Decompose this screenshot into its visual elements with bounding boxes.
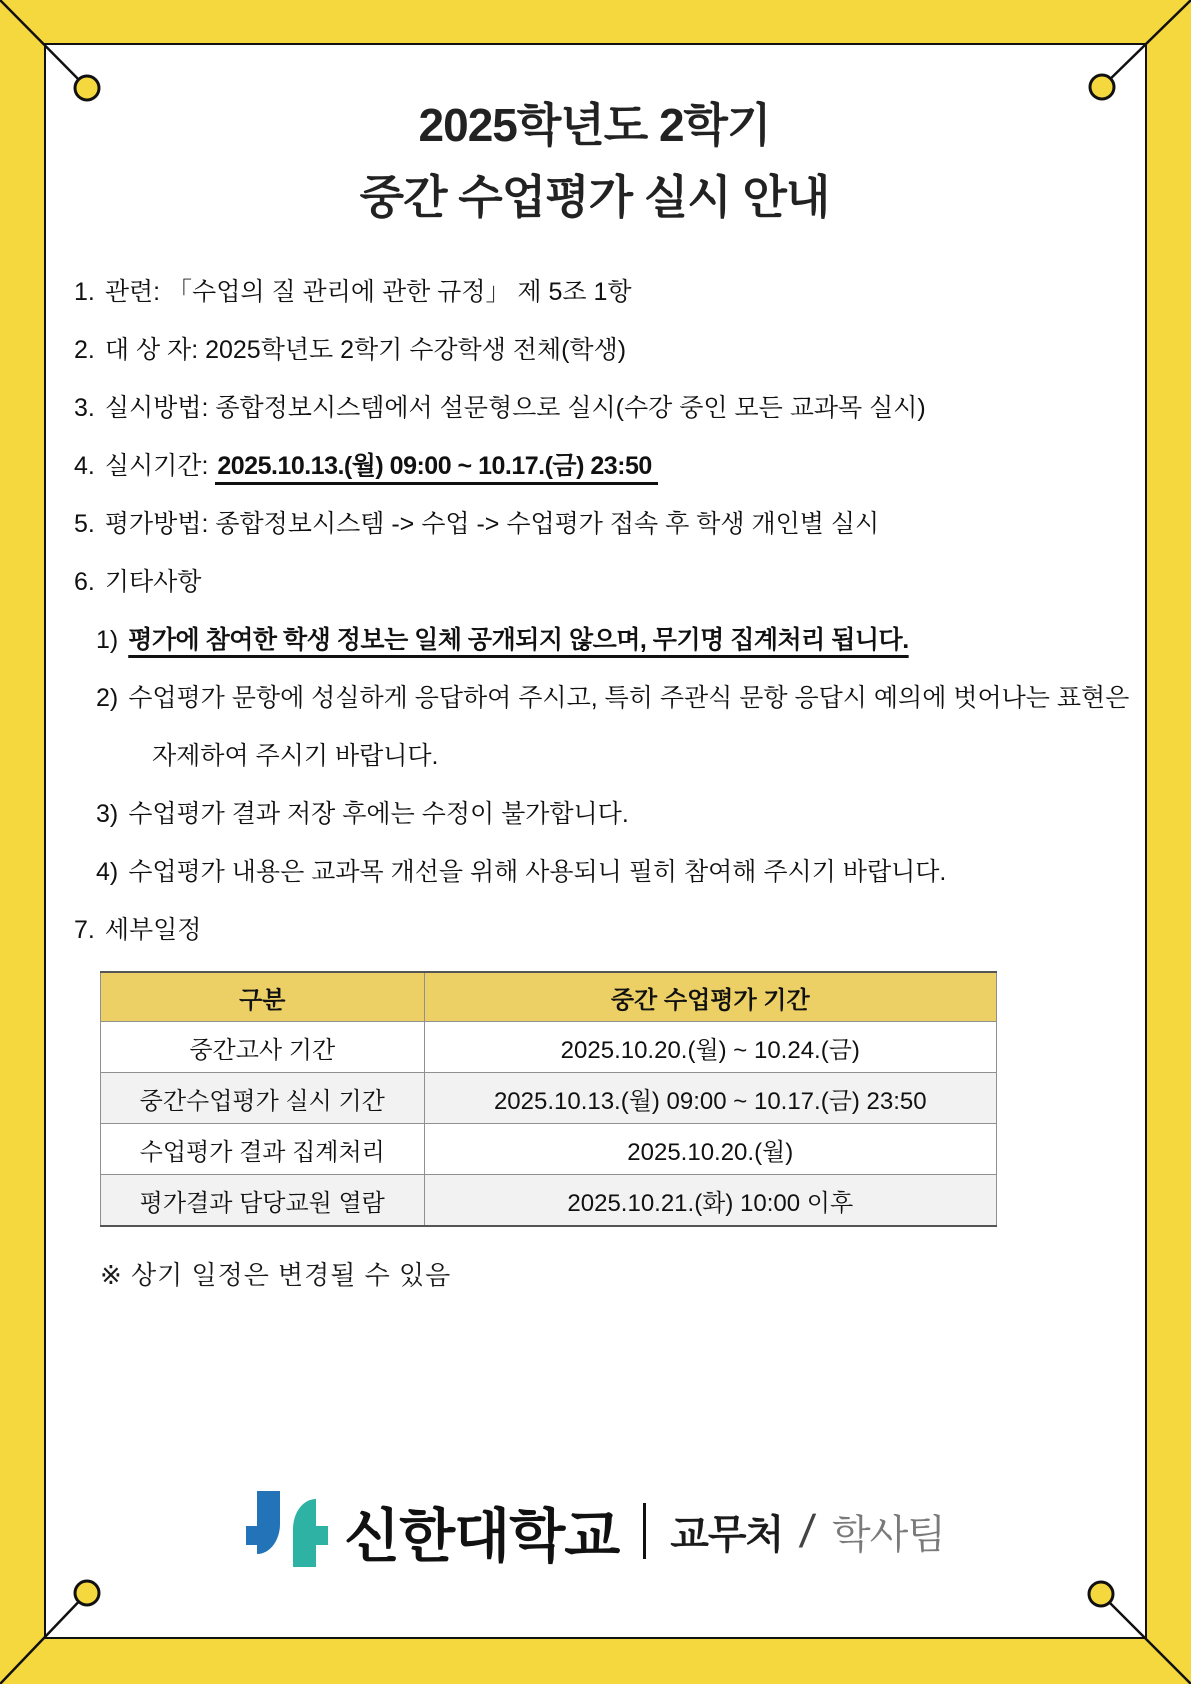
list-item-1 xyxy=(74,275,1115,309)
poster-page xyxy=(44,43,1147,1639)
schedule-table xyxy=(100,971,997,1227)
item-text: 평가방법: 종합정보시스템 -> 수업 -> 수업평가 접속 후 학생 개인별 실시 xyxy=(104,510,880,538)
item-number: 4) xyxy=(96,858,119,886)
table-row xyxy=(101,1073,997,1124)
item-text: 수업평가 문항에 성실하게 응답하여 주시고, 특히 주관식 문항 응답시 예의에 벗어나는 표현은 xyxy=(128,684,1130,712)
table-cell-category: 수업평가 결과 집계처리 xyxy=(101,1124,425,1175)
sub-item-4 xyxy=(96,855,1115,889)
item-number: 7. xyxy=(74,916,95,944)
item-number: 3) xyxy=(96,800,119,828)
table-cell-value: 2025.10.13.(월) 09:00 ~ 10.17.(금) 23:50 xyxy=(424,1073,996,1124)
item-number: 4. xyxy=(74,452,95,480)
item-text: 관련: 「수업의 질 관리에 관한 규정」 제 5조 1항 xyxy=(104,278,632,306)
item-text: 수업평가 내용은 교과목 개선을 위해 사용되니 필히 참여해 주시기 바랍니다. xyxy=(128,858,947,886)
sub-item-2 xyxy=(96,681,1130,773)
title-line-2: 중간 수업평가 실시 안내 xyxy=(359,171,830,223)
slash-separator: / xyxy=(797,1505,818,1557)
item-text: 수업평가 결과 저장 후에는 수정이 불가합니다. xyxy=(128,800,629,828)
table-row xyxy=(101,1022,997,1073)
table-row xyxy=(101,1124,997,1175)
item-text: 실시방법: 종합정보시스템에서 설문형으로 실시(수강 중인 모든 교과목 실시) xyxy=(104,394,926,422)
table-cell-category: 중간수업평가 실시 기간 xyxy=(101,1073,425,1124)
list-item-7 xyxy=(74,913,1115,947)
department-name: 교무처 xyxy=(670,1512,784,1557)
table-cell-value: 2025.10.20.(월) ~ 10.24.(금) xyxy=(424,1022,996,1073)
evaluation-period-value: 2025.10.13.(월) 09:00 ~ 10.17.(금) 23:50 xyxy=(215,452,657,485)
item-number: 2. xyxy=(74,336,95,364)
list-item-4 xyxy=(74,449,1115,483)
table-header-period: 중간 수업평가 기간 xyxy=(424,972,996,1022)
page-title xyxy=(74,89,1115,233)
table-cell-category: 평가결과 담당교원 열람 xyxy=(101,1175,425,1227)
table-row xyxy=(101,1175,997,1227)
item-text xyxy=(105,452,658,485)
item-text: 대 상 자: 2025학년도 2학기 수강학생 전체(학생) xyxy=(104,336,627,364)
logo-teal-crossbar xyxy=(316,1526,328,1545)
team-name: 학사팀 xyxy=(831,1512,945,1557)
item-text-continuation: 자제하여 주시기 바랍니다. xyxy=(152,742,439,770)
footer xyxy=(46,1489,1145,1573)
sub-item-1 xyxy=(96,623,1115,657)
university-logo-icon xyxy=(246,1491,328,1571)
list-item-5 xyxy=(74,507,1115,541)
item-text: 세부일정 xyxy=(104,916,202,944)
item-number: 5. xyxy=(74,510,95,538)
item-number: 1. xyxy=(74,278,95,306)
item-number: 6. xyxy=(74,568,95,596)
table-cell-value: 2025.10.20.(월) xyxy=(424,1124,996,1175)
schedule-change-note: ※ 상기 일정은 변경될 수 있음 xyxy=(100,1260,452,1290)
table-header-category: 구분 xyxy=(101,972,425,1022)
item-number: 2) xyxy=(96,684,119,712)
list-item-6 xyxy=(74,565,1115,599)
table-header-row xyxy=(101,972,997,1022)
sub-item-3 xyxy=(96,797,1115,831)
item-text: 기타사항 xyxy=(104,568,202,596)
item-number: 1) xyxy=(96,626,119,654)
logo-teal-bar xyxy=(293,1499,316,1567)
vertical-divider xyxy=(643,1503,646,1559)
item-label: 실시기간: xyxy=(104,452,209,480)
list-item-2 xyxy=(74,333,1115,367)
item-number: 3. xyxy=(74,394,95,422)
list-item-3 xyxy=(74,391,1115,425)
university-name: 신한대학교 xyxy=(344,1504,620,1569)
logo-blue-bar xyxy=(257,1491,280,1554)
poster-content xyxy=(46,89,1145,1292)
title-line-1: 2025학년도 2학기 xyxy=(418,99,771,151)
table-cell-category: 중간고사 기간 xyxy=(101,1022,425,1073)
item-text: 평가에 참여한 학생 정보는 일체 공개되지 않으며, 무기명 집계처리 됩니다. xyxy=(128,626,909,654)
table-cell-value: 2025.10.21.(화) 10:00 이후 xyxy=(424,1175,996,1227)
